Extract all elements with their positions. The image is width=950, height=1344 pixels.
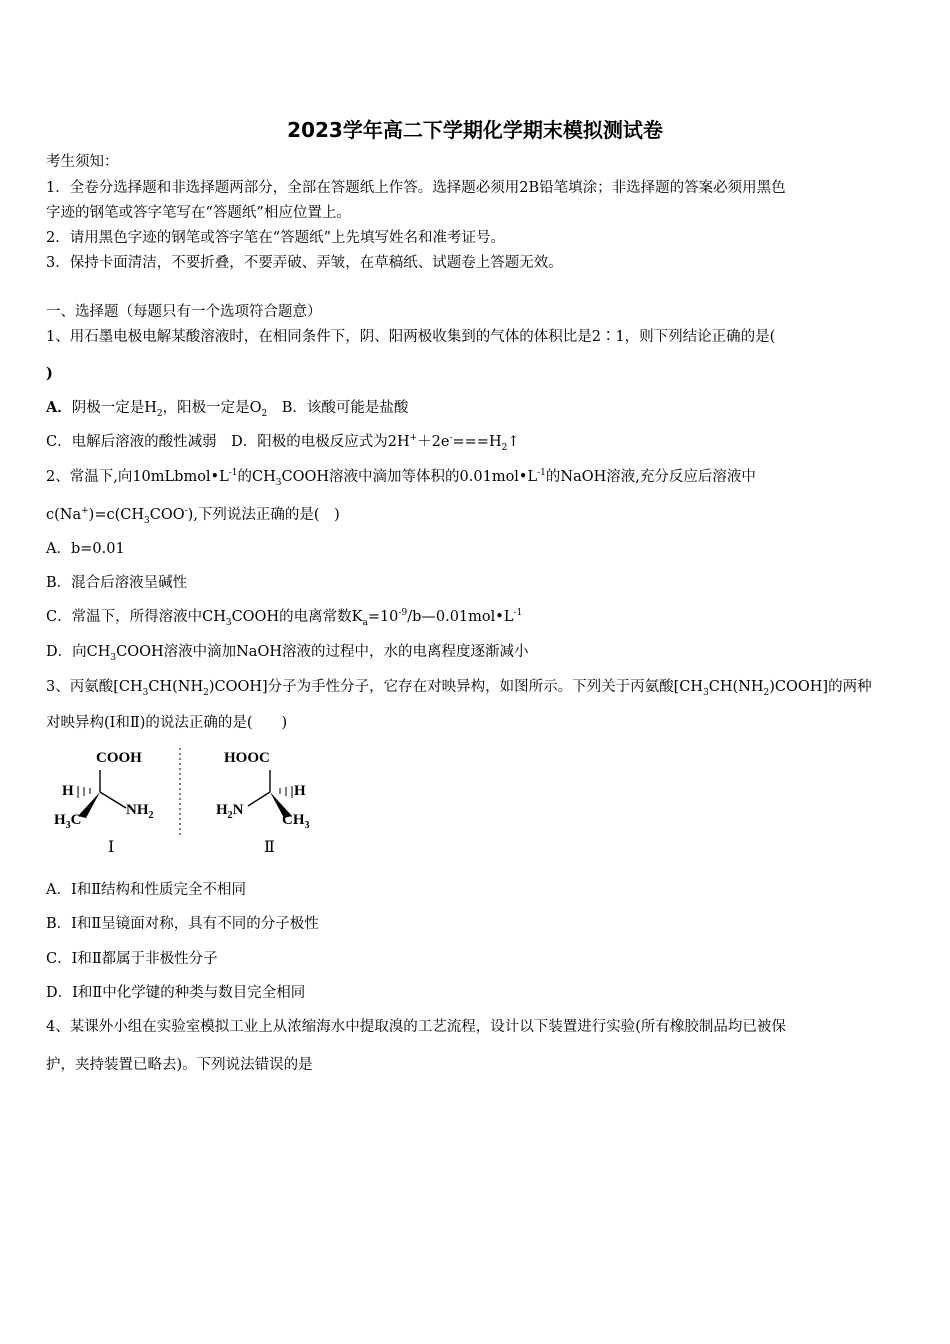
notice-item: 1．全卷分选择题和非选择题两部分，全部在答题纸上作答。选择题必须用2B铅笔填涂；非选择题的答案必须用黑色: [46, 180, 786, 196]
bond-line: [100, 792, 126, 808]
h2n-label: $H_2N$: [216, 802, 244, 821]
nh2-label: $NH_2$: [126, 802, 154, 821]
q1-options-cd: [46, 432, 519, 452]
page-title: 2023学年高二下学期化学期末模拟测试卷: [287, 118, 663, 142]
q3-option-c: C．Ⅰ和Ⅱ都属于非极性分子: [46, 951, 218, 967]
q1-option-b: B．该酸可能是盐酸: [281, 400, 409, 416]
isomer-label-1: Ⅰ: [108, 839, 115, 856]
notice-heading: 考生须知：: [46, 154, 119, 170]
q1-options-ab: A．阴极一定是$H_2$，阳极一定是$O_2$ B．该酸可能是盐酸: [46, 399, 409, 419]
h-label-right: H: [294, 783, 306, 799]
q4-stem-2: 护，夹持装置已略去)。下列说法错误的是: [46, 1057, 313, 1073]
q3-stem-2: 对映异构(Ⅰ和Ⅱ)的说法正确的是( ): [46, 715, 288, 731]
q1-stem-end: ): [46, 365, 53, 382]
isomer-label-2: Ⅱ: [264, 839, 275, 856]
h3c-label: $H_3C$: [54, 812, 82, 831]
q3-stem: 3、丙氨酸$[CH_3CH(NH_2)COOH]$分子为手性分子，它存在对映异构，如图所示。下列关于丙氨酸$[CH_3CH(NH_2)COOH]$的两种: [46, 679, 872, 698]
hooc-label: HOOC: [224, 750, 270, 766]
q2-option-d: D．向$CH_3COOH$溶液中滴加NaOH溶液的过程中，水的电离程度逐渐减小: [46, 644, 529, 663]
notice-item: 字迹的钢笔或答字笔写在“答题纸”相应位置上。: [46, 205, 351, 221]
q2-option-b: B．混合后溶液呈碱性: [46, 575, 188, 591]
q1-option-a-label: A．: [46, 399, 72, 416]
q1-stem: 1、用石墨电极电解某酸溶液时，在相同条件下，阴、阳两极收集到的气体的体积比是2∶1，则下列结论正确的是(: [46, 329, 776, 345]
ch3-label: $CH_3$: [282, 812, 310, 831]
section-title: 一、选择题（每题只有一个选项符合题意）: [46, 304, 322, 320]
q1-option-d: D．阳极的电极反应式为$2H^++2e^-===H_2↑$: [231, 433, 520, 453]
q2-option-a: A．b=0.01: [46, 541, 125, 557]
bond-line: [248, 792, 270, 806]
q2-stem: 2、常温下,向$10mLbmol•L^{-1}$的$CH_3COOH$溶液中滴加等体积的$0.01mol•L^{-1}$的NaOH溶液,充分反应后溶液中: [46, 468, 756, 488]
cooh-label: COOH: [96, 750, 142, 766]
q4-stem: 4、某课外小组在实验室模拟工业上从浓缩海水中提取溴的工艺流程，设计以下装置进行实验(所有橡胶制品均已被保: [46, 1019, 786, 1035]
h-label-left: H: [62, 783, 74, 799]
q3-option-a: A．Ⅰ和Ⅱ结构和性质完全不相同: [46, 882, 247, 898]
notice-item: 2．请用黑色字迹的钢笔或答字笔在“答题纸”上先填写姓名和准考证号。: [46, 230, 506, 246]
q1-option-c: C．电解后溶液的酸性减弱: [46, 434, 217, 450]
q3-option-d: D．Ⅰ和Ⅱ中化学键的种类与数目完全相同: [46, 985, 306, 1001]
q2-option-c: C．常温下，所得溶液中$CH_3COOH$的电离常数$K_a=10^{-9}/b—0.01mol•L^{-1}$: [46, 608, 523, 628]
alanine-enantiomers-figure: [48, 742, 338, 860]
notice-item: 3．保持卡面清洁，不要折叠，不要弄破、弄皱，在草稿纸、试题卷上答题无效。: [46, 255, 563, 271]
q1-option-a-text1: 阴极一定是H: [71, 400, 157, 416]
q3-option-b: B．Ⅰ和Ⅱ呈镜面对称，具有不同的分子极性: [46, 916, 319, 932]
q2-stem-2: $c(Na^+)=c(CH_3COO^-)$,下列说法正确的是( ): [46, 506, 340, 526]
q1-option-a-text2: ，阳极一定是O: [162, 400, 262, 416]
